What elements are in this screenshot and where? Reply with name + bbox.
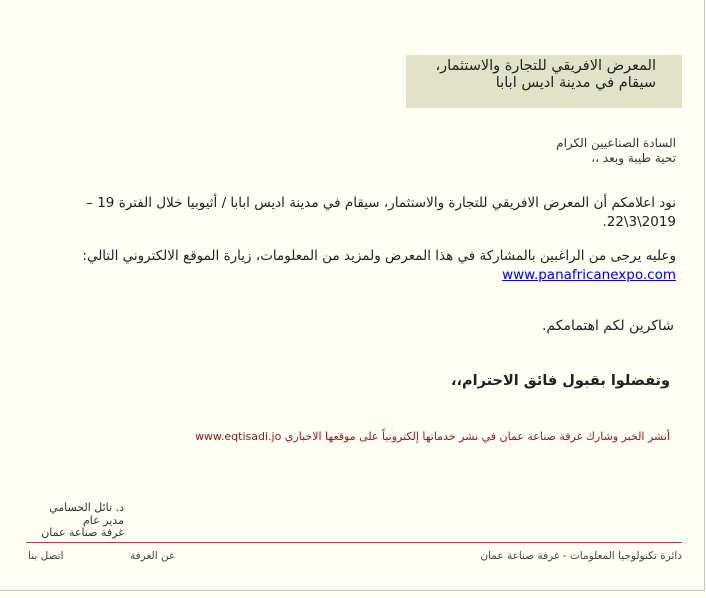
promo-line <box>189 430 670 443</box>
letter-greeting <box>556 136 676 166</box>
footer-contact-link[interactable]: اتصل بنا <box>28 550 64 562</box>
footer-divider <box>26 542 682 543</box>
footer-department: دائرة تكنولوجيا المعلومات - غرفة صناعة عمان <box>480 550 682 562</box>
page-title: المعرض الافريقي للتجارة والاستثمار، سيقام في مدينة اديس ابابا <box>435 58 656 91</box>
thanks-line: شاكرين لكم اهتمامكم. <box>541 318 674 334</box>
signature-name: د. نائل الحسامي <box>49 501 124 514</box>
paragraph-participation <box>48 247 676 285</box>
signature-block <box>24 502 124 540</box>
salutation: السادة الصناعيين الكرام <box>556 136 676 150</box>
footer-about-link[interactable]: عن الغرفة <box>130 550 176 562</box>
paragraph-announcement: نود اعلامكم أن المعرض الافريقي للتجارة والاستثمار، سيقام في مدينة اديس ابابا / أثيوبيا خلال الفترة 19 – 2019\3\22. <box>86 195 676 230</box>
promo-text: أنشر الخبر وشارك غرفة صناعة عمان في نشر خدماتها إلكترونياً على موقعها الاخباري <box>284 430 670 443</box>
greeting-line: تحية طيبة وبعد ،، <box>591 151 676 165</box>
expo-website-link[interactable]: www.panafricanexpo.com <box>502 267 676 283</box>
title-banner <box>406 55 682 108</box>
closing-line: وتفضلوا بقبول فائق الاحترام،، <box>450 373 670 389</box>
signature-org: غرفة صناعة عمان <box>41 526 124 539</box>
participation-text: وعليه يرجى من الراغبين بالمشاركة في هذا المعرض ولمزيد من المعلومات، زيارة الموقع الالكتروني التالي: <box>82 248 676 264</box>
eqtisadi-link[interactable]: www.eqtisadi.jo <box>194 430 282 443</box>
signature-title: مدير عام <box>82 513 124 527</box>
